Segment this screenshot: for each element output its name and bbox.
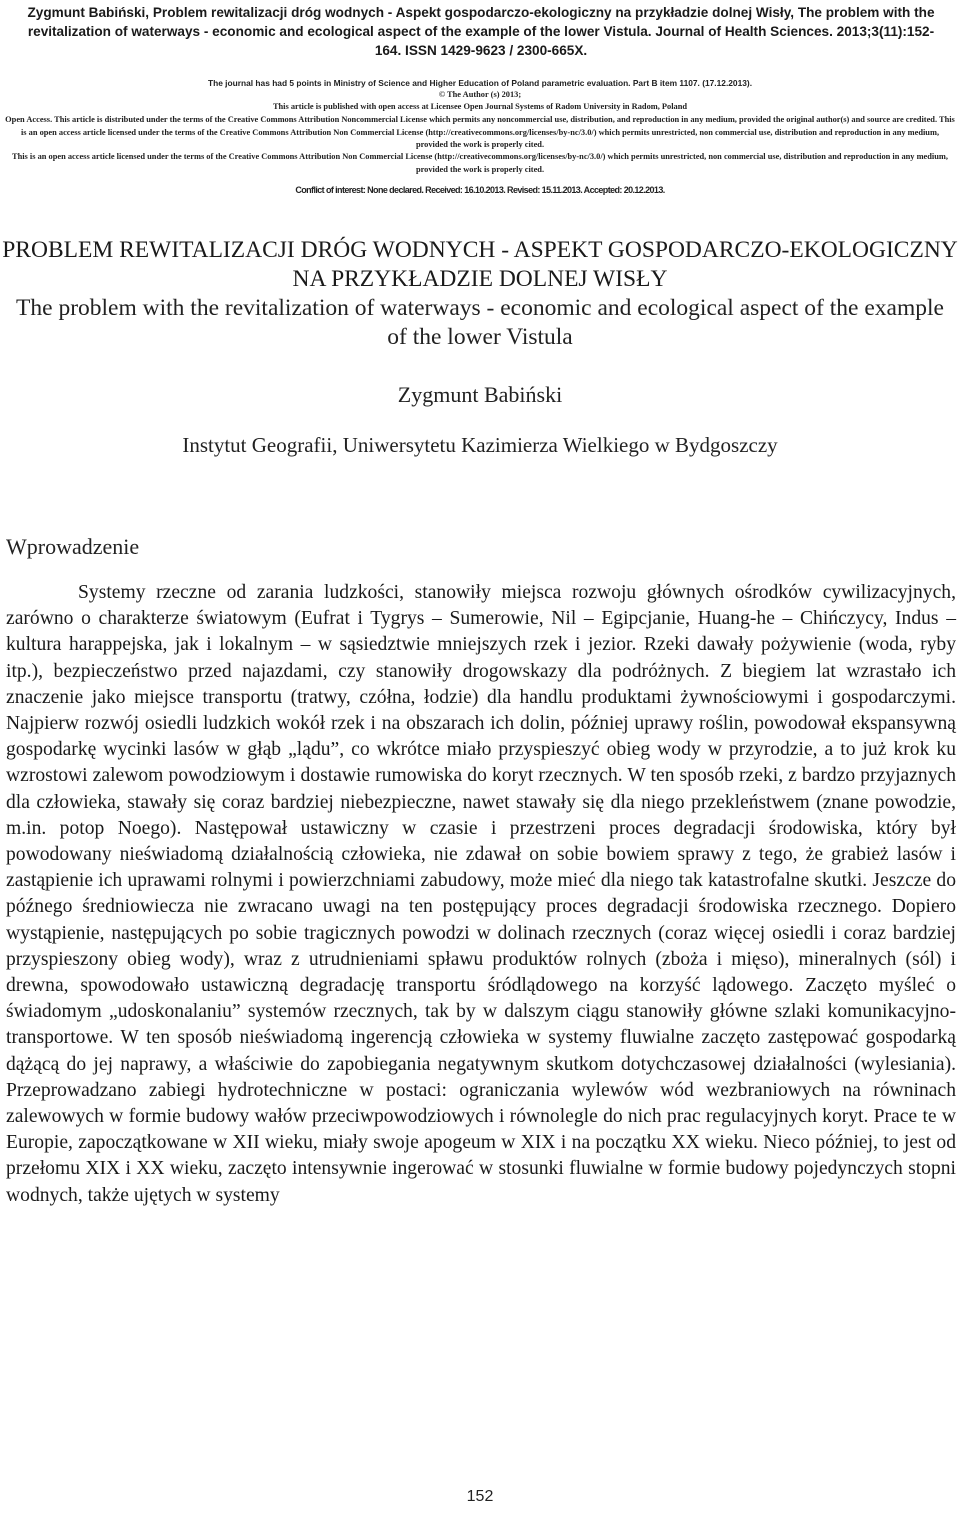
- body-paragraph: Systemy rzeczne od zarania ludzkości, stanowiły miejsca rozwoju głównych ośrodków cywilizacyjnych, zarówno o charakterze światowym (Eufrat i Tygrys – Sumerowie, Nil – Egipcjanie, Huang-he – Chińczycy, Indus – kultura harappejska, jak i lokalnym – w sąsiedztwie mniejszych rzek i jezior. Rzeki dawały pożywienie (woda, ryby itp.), bezpieczeństwo przed najazdami, czy stanowiły drogowskazy dla podróżnych. Z biegiem lat wzrastało ich znaczenie jako miejsce transportu (tratwy, czółna, łodzie) dla handlu produktami żywnościowymi i gospodarczymi. Najpierw rozwój osiedli ludzkich wokół rzek i na obszarach ich dolin, później uprawy roślin, powodował ekspansywną gospodarkę wycinki lasów w głąb „lądu”, co wkrótce miało przyspieszyć obieg wody w przyrodzie, a to już krok ku wzrostowi zalewom powodziowym i dostawie rumowiska do koryt rzecznych. W ten sposób rzeki, z bardzo przyjaznych dla człowieka, stawały się coraz bardziej niebezpieczne, nawet stawały się dla niego przekleństwem (znane powodzie, m.in. potop Noego). Następował ustawiczny w czasie i przestrzeni proces degradacji środowiska, który był powodowany nieświadomą działalnością człowieka, nie zdawał on sobie bowiem sprawy z tego, że grabież lasów i zastąpienie ich uprawami rolnymi i powierzchniami zabudowy, może mieć dla niego tak katastrofalne skutki. Jeszcze do późnego średniowiecza nie zwracano uwagi na ten postępujący proces degradacji środowiska rzecznego. Dopiero wystąpienie, następujących po sobie tragicznych powodzi w dolinach rzecznych (coraz więcej osiedli i coraz bardziej przyspieszony obieg wody), wraz z utrudnieniami spławu produktów rolnych (zboża i mięso), mineralnych (sól) i drewna, spowodowało ustawiczną degradację transportu śródlądowego na korzyść lądowego. Zaczęto myśleć o świadomym „udoskonalaniu” systemów rzecznych, tak by w dalszym ciągu stanowiły główne szlaki komunikacyjno-transportowe. W ten sposób nieświadomą ingerencją człowieka w systemy fluwialne zaczęto zastępować gospodarką dążącą do jej naprawy, a właściwie do zapobiegania negatywnym skutkom dotychczasowej działalności (wylesiania). Przeprowadzano zabiegi hydrotechniczne w postaci: ograniczania wylewów wód wezbraniowych na równinach zalewowych w formie budowy wałów przeciwpowodziowych i równolegle do nich prac regulacyjnych koryt. Prace te w Europie, zapoczątkowane w XII wieku, miały swoje apogeum w XIX i na początku XX wieku. Nieco później, to jest od przełomu XIX i XX wieku, zaczęto intensywnie ingerować w stosunki fluwialne w formie budowy pojedynczych stopni wodnych, także ujętych w systemy: [6, 582, 956, 1206]
- copyright-line: © The Author (s) 2013;: [438, 90, 522, 99]
- page-number: 152: [466, 1488, 494, 1505]
- article-title-polish: PROBLEM REWITALIZACJI DRÓG WODNYCH - ASPEKT GOSPODARCZO-EKOLOGICZNY NA PRZYKŁADZIE DOLNEJ WISŁY: [2, 237, 958, 292]
- section-heading: Wprowadzenie: [6, 534, 140, 559]
- author-name: Zygmunt Babiński: [397, 382, 563, 407]
- license-text-repeat: This is an open access article licensed under the terms of the Creative Commons Attribution Non Commercial License (http://creativecommons.org/licenses/by-nc/3.0/) which permits unrestricted, non commercial use, distribution and reproduction in any medium, provided the work is properly cited.: [11, 152, 948, 174]
- article-title-english: The problem with the revitalization of waterways - economic and ecological aspect of the example of the lower Vistula: [16, 295, 944, 350]
- license-text: Open Access. This article is distributed under the terms of the Creative Commons Attribution Noncommercial License which permits any noncommercial use, distribution, and reproduction in any medium, provided the original author(s) and source are credited. This is an open access article licensed under the terms of the Creative Commons Attribution Non Commercial License (http://creativecommons.org/licenses/by-nc/3.0/) which permits unrestricted, non commercial use, distribution and reproduction in any medium, provided the work is properly cited.: [5, 115, 955, 149]
- open-access-line: This article is published with open access at Licensee Open Journal Systems of Radom University in Radom, Poland: [272, 102, 688, 111]
- author-affiliation: Instytut Geografii, Uniwersytetu Kazimierza Wielkiego w Bydgoszczy: [182, 433, 778, 457]
- citation-header: Zygmunt Babiński, Problem rewitalizacji dróg wodnych - Aspekt gospodarczo-ekologiczny na przykładzie dolnej Wisły, The problem with the revitalization of waterways - economic and ecological aspect of the example of the lower Vistula. Journal of Health Sciences. 2013;3(11):152-164. ISSN 1429-9623 / 2300-665X.: [27, 5, 935, 58]
- points-note: The journal has had 5 points in Ministry of Science and Higher Education of Poland parametric evaluation. Part B item 1107. (17.12.2013).: [207, 78, 753, 88]
- article-body: [6, 580, 956, 1209]
- conflict-of-interest-line: Conflict of interest: None declared. Received: 16.10.2013. Revised: 15.11.2013. Accepted: 20.12.2013.: [295, 185, 665, 195]
